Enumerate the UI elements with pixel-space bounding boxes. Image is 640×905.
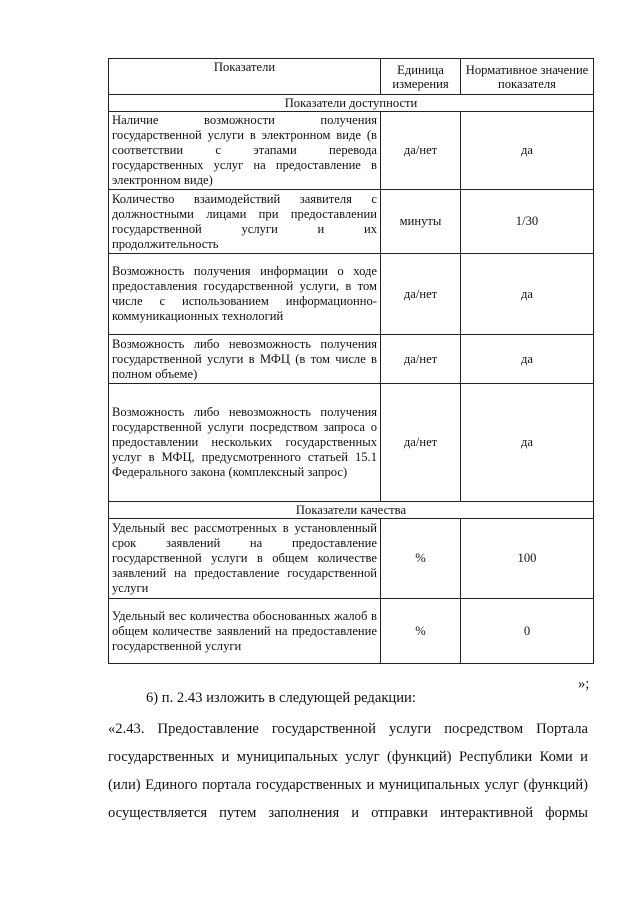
- closing-quote: »;: [578, 676, 590, 692]
- row-value: да: [461, 384, 594, 502]
- section-row-accessibility: [109, 95, 594, 112]
- row-value: 0: [461, 599, 594, 664]
- table-row: [109, 599, 594, 664]
- row-unit: да/нет: [381, 335, 461, 384]
- row-unit: да/нет: [381, 112, 461, 190]
- row-value: 100: [461, 519, 594, 599]
- row-name: Наличие возможности получения государственной услуги в электронном виде (в соответствии с этапами перевода государственных услуг на предоставление в электронном виде): [109, 112, 381, 190]
- body-line: осуществляется путем заполнения и отправки интерактивной формы: [108, 805, 588, 821]
- row-unit: да/нет: [381, 254, 461, 335]
- header-unit: Единица измерения: [381, 59, 461, 95]
- header-norm-value: Нормативное значение показателя: [461, 59, 594, 95]
- row-value: да: [461, 335, 594, 384]
- body-line: государственных и муниципальных услуг (функций) Республики Коми и: [108, 749, 588, 765]
- table-row: [109, 384, 594, 502]
- body-line: «2.43. Предоставление государственной услуги посредством Портала: [108, 721, 588, 737]
- amendment-item: 6) п. 2.43 изложить в следующей редакции:: [146, 690, 416, 706]
- row-name: Удельный вес рассмотренных в установленный срок заявлений на предоставление государственной услуги в общем количестве заявлений на предоставление государственной услуги: [109, 519, 381, 599]
- table-row: [109, 335, 594, 384]
- row-unit: да/нет: [381, 384, 461, 502]
- row-unit: %: [381, 599, 461, 664]
- table-row: [109, 112, 594, 190]
- row-name: Возможность либо невозможность получения государственной услуги в МФЦ (в том числе в полном объеме): [109, 335, 381, 384]
- body-line: (или) Единого портала государственных и муниципальных услуг (функций): [108, 777, 588, 793]
- header-indicators: Показатели: [109, 59, 381, 95]
- table-row: [109, 190, 594, 254]
- row-value: да: [461, 112, 594, 190]
- table-row: [109, 254, 594, 335]
- row-unit: минуты: [381, 190, 461, 254]
- row-unit: %: [381, 519, 461, 599]
- indicators-table: [108, 58, 594, 664]
- table-header-row: [109, 59, 594, 95]
- table-row: [109, 519, 594, 599]
- section-title: Показатели качества: [109, 502, 594, 519]
- row-name: Возможность получения информации о ходе предоставления государственной услуги, в том числе с использованием информационно-коммуникационных технологий: [109, 254, 381, 335]
- row-name: Возможность либо невозможность получения государственной услуги посредством запроса о предоставлении нескольких государственных услуг в МФЦ, предусмотренного статьей 15.1 Федерального закона (комплексный запрос): [109, 384, 381, 502]
- row-value: да: [461, 254, 594, 335]
- section-title: Показатели доступности: [109, 95, 594, 112]
- section-row-quality: [109, 502, 594, 519]
- row-value: 1/30: [461, 190, 594, 254]
- row-name: Удельный вес количества обоснованных жалоб в общем количестве заявлений на предоставление государственной услуги: [109, 599, 381, 664]
- row-name: Количество взаимодействий заявителя с должностными лицами при предоставлении государственной услуги и их продолжительность: [109, 190, 381, 254]
